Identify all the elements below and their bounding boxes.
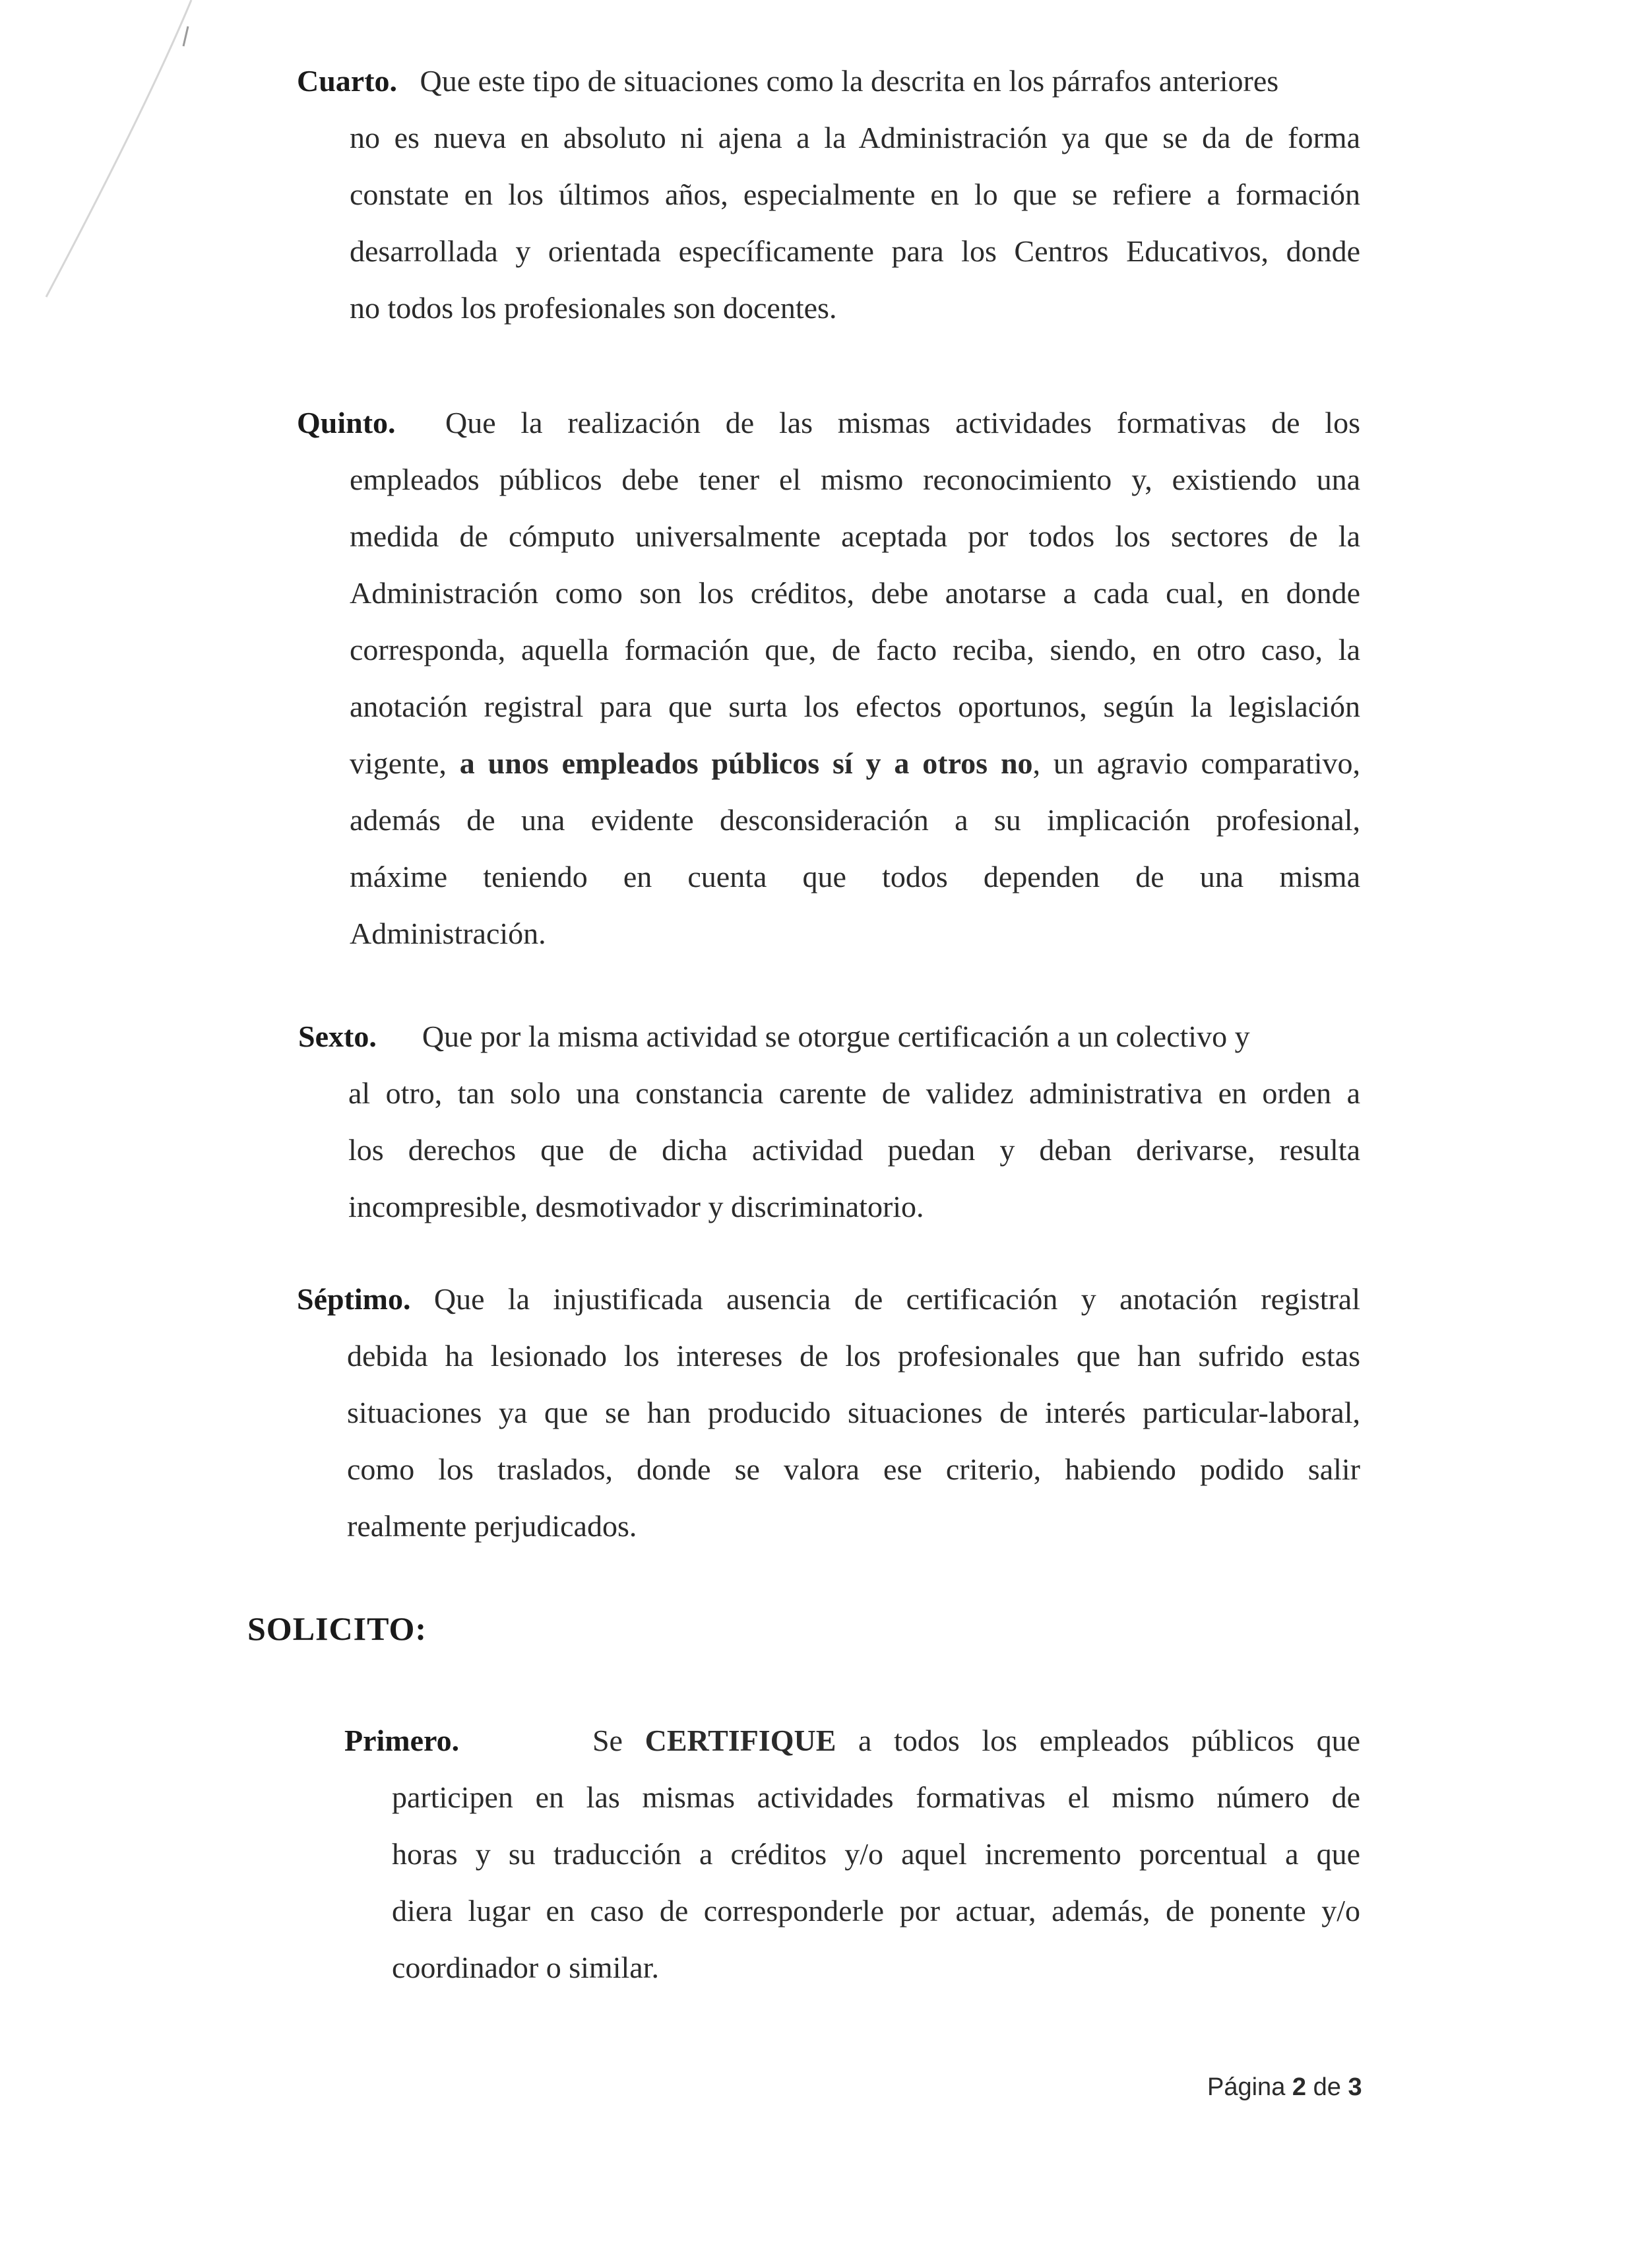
paragraph-quinto-line-9: máxime teniendo en cuenta que todos dependen de una misma <box>350 860 1360 893</box>
paragraph-primero-line-1-post: a todos los empleados públicos que <box>836 1724 1361 1757</box>
paragraph-sexto-body <box>348 1065 1360 1235</box>
page-number-total: 3 <box>1348 2073 1362 2101</box>
paragraph-primero-line-3: horas y su traducción a créditos y/o aquel incremento porcentual a que <box>392 1837 1360 1871</box>
paragraph-quinto-line-3: medida de cómputo universalmente aceptada por todos los sectores de la <box>350 519 1360 553</box>
paragraph-septimo-line-5: realmente perjudicados. <box>347 1509 637 1543</box>
paragraph-sexto-line-3: los derechos que de dicha actividad puedan y deban derivarse, resulta <box>348 1133 1360 1167</box>
paragraph-primero-line-4: diera lugar en caso de corresponderle por actuar, además, de ponente y/o <box>392 1894 1360 1928</box>
paragraph-quinto-line-4: Administración como son los créditos, debe anotarse a cada cual, en donde <box>350 576 1360 610</box>
paragraph-quinto <box>297 395 1360 451</box>
paragraph-septimo-label: Séptimo. <box>297 1282 411 1316</box>
paragraph-quinto-line-8: además de una evidente desconsideración a su implicación profesional, <box>350 803 1360 837</box>
paragraph-cuarto-body <box>350 110 1360 337</box>
paragraph-septimo-body <box>347 1328 1360 1555</box>
paragraph-septimo-line-1: Que la injustificada ausencia de certificación y anotación registral <box>433 1282 1361 1316</box>
section-title-solicito: SOLICITO: <box>247 1610 427 1647</box>
paragraph-quinto-first-line <box>297 395 1360 451</box>
paragraph-primero-emphasis: CERTIFIQUE <box>645 1724 836 1757</box>
paragraph-primero <box>344 1712 1360 1769</box>
paragraph-quinto-line-10: Administración. <box>350 917 546 950</box>
paragraph-sexto-line-1: Que por la misma actividad se otorgue certificación a un colectivo y <box>422 1020 1250 1053</box>
paragraph-septimo <box>297 1271 1360 1328</box>
paragraph-quinto-line-5: corresponda, aquella formación que, de facto reciba, siendo, en otro caso, la <box>350 633 1360 666</box>
paragraph-primero-first-line <box>344 1712 1360 1769</box>
paragraph-quinto-line-1: Que la realización de las mismas actividades formativas de los <box>445 406 1360 439</box>
paragraph-quinto-line-2: empleados públicos debe tener el mismo reconocimiento y, existiendo una <box>350 463 1360 496</box>
paragraph-cuarto-label: Cuarto. <box>297 64 398 98</box>
paragraph-quinto-emphasis: a unos empleados públicos sí y a otros no <box>459 746 1033 780</box>
paragraph-cuarto-line-5: no todos los profesionales son docentes. <box>350 291 837 325</box>
paragraph-septimo-line-4: como los traslados, donde se valora ese criterio, habiendo podido salir <box>347 1452 1360 1486</box>
paragraph-cuarto-first-line <box>297 53 1359 110</box>
page-number-prefix: Página <box>1207 2073 1286 2101</box>
paragraph-sexto <box>298 1008 1360 1065</box>
paragraph-septimo-first-line <box>297 1271 1360 1328</box>
paragraph-quinto-label: Quinto. <box>297 406 396 439</box>
page-number-current: 2 <box>1292 2073 1307 2101</box>
paragraph-septimo-line-2: debida ha lesionado los intereses de los profesionales que han sufrido estas <box>347 1339 1360 1373</box>
paragraph-sexto-line-4: incompresible, desmotivador y discriminatorio. <box>348 1190 924 1223</box>
paragraph-primero-line-2: participen en las mismas actividades formativas el mismo número de <box>392 1780 1360 1814</box>
paragraph-cuarto-line-2: no es nueva en absoluto ni ajena a la Administración ya que se da de forma <box>350 121 1360 154</box>
paragraph-sexto-label: Sexto. <box>298 1020 377 1053</box>
page-number <box>1207 2071 1362 2104</box>
paragraph-quinto-line-7-pre: vigente, <box>350 746 460 780</box>
paragraph-primero-label: Primero. <box>344 1724 460 1757</box>
paragraph-septimo-line-3: situaciones ya que se han producido situaciones de interés particular-laboral, <box>347 1396 1360 1429</box>
paragraph-cuarto-line-1: Que este tipo de situaciones como la descrita en los párrafos anteriores <box>420 64 1279 98</box>
paragraph-quinto-body <box>350 451 1360 962</box>
paragraph-cuarto-line-3: constate en los últimos años, especialmente en lo que se refiere a formación <box>350 178 1360 211</box>
paragraph-primero-line-5: coordinador o similar. <box>392 1951 659 1984</box>
paragraph-quinto-line-7-post: , un agravio comparativo, <box>1032 746 1361 780</box>
paragraph-sexto-first-line <box>298 1008 1360 1065</box>
paragraph-primero-line-1-pre: Se <box>592 1724 645 1757</box>
paragraph-cuarto <box>297 53 1359 110</box>
paragraph-primero-body <box>392 1769 1360 1996</box>
paragraph-quinto-line-7 <box>350 735 1360 792</box>
paragraph-sexto-line-2: al otro, tan solo una constancia carente de validez administrativa en orden a <box>348 1076 1360 1110</box>
page-number-separator: de <box>1313 2073 1341 2101</box>
scan-edge-mark <box>26 0 198 343</box>
paragraph-cuarto-line-4: desarrollada y orientada específicamente para los Centros Educativos, donde <box>350 234 1360 268</box>
paragraph-quinto-line-6: anotación registral para que surta los efectos oportunos, según la legislación <box>350 690 1360 723</box>
